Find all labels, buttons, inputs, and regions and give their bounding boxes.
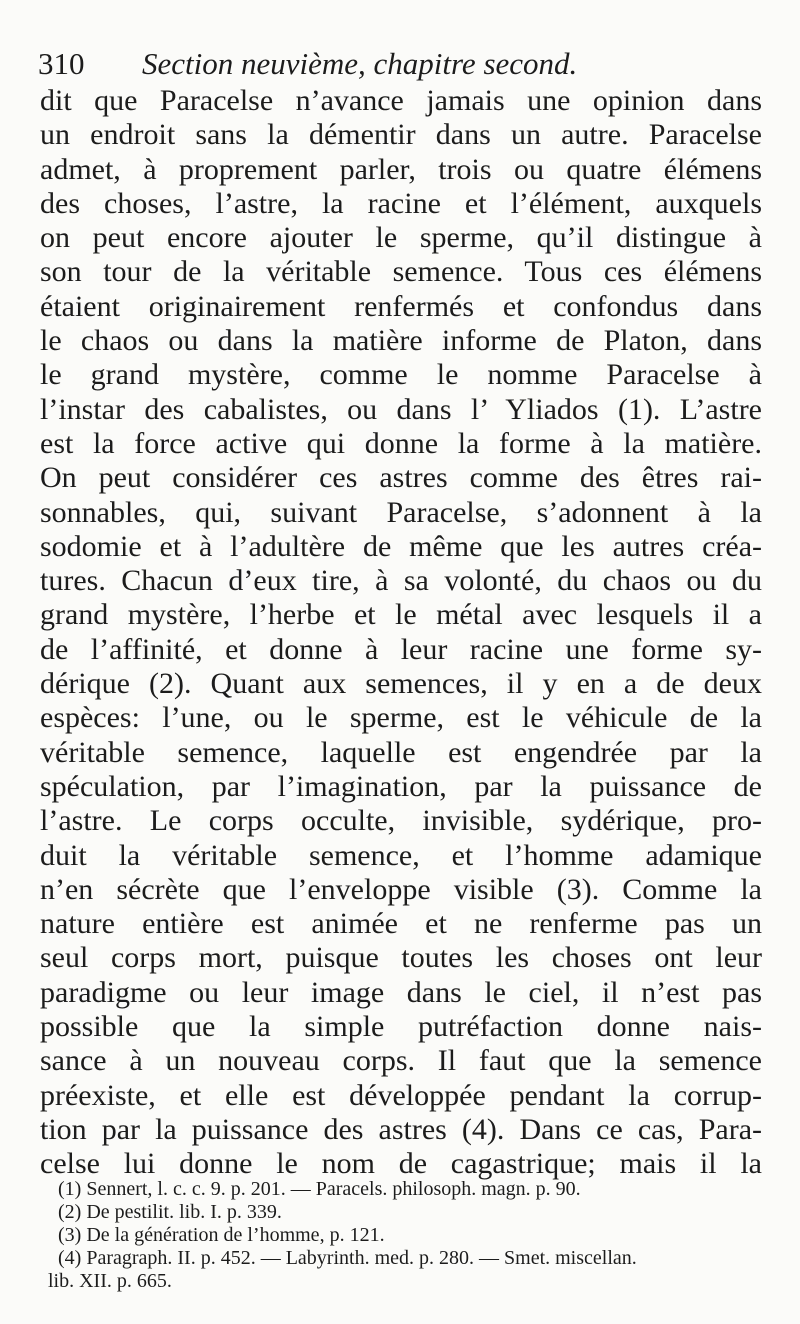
text-line: de l’affinité, et donne à leur racine une forme sy-	[40, 632, 762, 666]
text-line: sance à un nouveau corps. Il faut que la semence	[40, 1044, 762, 1078]
text-line: des choses, l’astre, la racine et l’élément, auxquels	[40, 186, 762, 220]
text-line: spéculation, par l’imagination, par la puissance de	[40, 769, 762, 803]
text-line: étaient originairement renfermés et confondus dans	[40, 289, 762, 323]
text-line: paradigme ou leur image dans le ciel, il n’est pas	[40, 975, 762, 1009]
text-line: l’instar des cabalistes, ou dans l’ Yliados (1). L’astre	[40, 392, 762, 426]
footnote-4: (4) Paragraph. II. p. 452. — Labyrinth. med. p. 280. — Smet. miscellan.	[58, 1247, 637, 1269]
text-line: préexiste, et elle est développée pendant la corrup-	[40, 1078, 762, 1112]
text-line: dérique (2). Quant aux semences, il y en a de deux	[40, 667, 762, 701]
text-line: sodomie et à l’adultère de même que les autres créa-	[40, 529, 762, 563]
running-title: Section neuvième, chapitre second.	[142, 46, 578, 81]
page-header	[38, 44, 758, 84]
text-line: tures. Chacun d’eux tire, à sa volonté, du chaos ou du	[40, 564, 762, 598]
text-line: grand mystère, l’herbe et le métal avec lesquels il a	[40, 598, 762, 632]
text-line: duit la véritable semence, et l’homme adamique	[40, 838, 762, 872]
text-line: espèces: l’une, ou le sperme, est le véhicule de la	[40, 701, 762, 735]
text-line: l’astre. Le corps occulte, invisible, sydérique, pro-	[40, 804, 762, 838]
text-line: nature entière est animée et ne renferme pas un	[40, 907, 762, 941]
text-line: admet, à proprement parler, trois ou quatre élémens	[40, 152, 762, 186]
text-line: tion par la puissance des astres (4). Dans ce cas, Para-	[40, 1112, 762, 1146]
text-line: son tour de la véritable semence. Tous ces élémens	[40, 255, 762, 289]
text-line: possible que la simple putréfaction donne nais-	[40, 1010, 762, 1044]
text-line: le chaos ou dans la matière informe de Platon, dans	[40, 324, 762, 358]
text-line: dit que Paracelse n’avance jamais une opinion dans	[40, 84, 762, 117]
text-line: seul corps mort, puisque toutes les choses ont leur	[40, 941, 762, 975]
text-line: On peut considérer ces astres comme des êtres rai-	[40, 461, 762, 495]
body-text	[40, 84, 762, 1182]
footnotes	[48, 1178, 770, 1293]
text-line: véritable semence, laquelle est engendrée par la	[40, 735, 762, 769]
page-number: 310	[38, 46, 85, 81]
text-line: on peut encore ajouter le sperme, qu’il distingue à	[40, 221, 762, 255]
text-line: est la force active qui donne la forme à la matière.	[40, 426, 762, 460]
footnote-4-continued: lib. XII. p. 665.	[48, 1270, 172, 1292]
footnote-3: (3) De la génération de l’homme, p. 121.	[58, 1224, 385, 1246]
text-line: un endroit sans la démentir dans un autre. Paracelse	[40, 118, 762, 152]
footnote-2: (2) De pestilit. lib. I. p. 339.	[58, 1201, 282, 1223]
footnote-1: (1) Sennert, l. c. c. 9. p. 201. — Paracels. philosoph. magn. p. 90.	[58, 1178, 581, 1200]
text-line: sonnables, qui, suivant Paracelse, s’adonnent à la	[40, 495, 762, 529]
text-line: n’en sécrète que l’enveloppe visible (3). Comme la	[40, 872, 762, 906]
text-line: le grand mystère, comme le nomme Paracelse à	[40, 358, 762, 392]
text-line: celse lui donne le nom de cagastrique; mais il la	[40, 1147, 762, 1181]
